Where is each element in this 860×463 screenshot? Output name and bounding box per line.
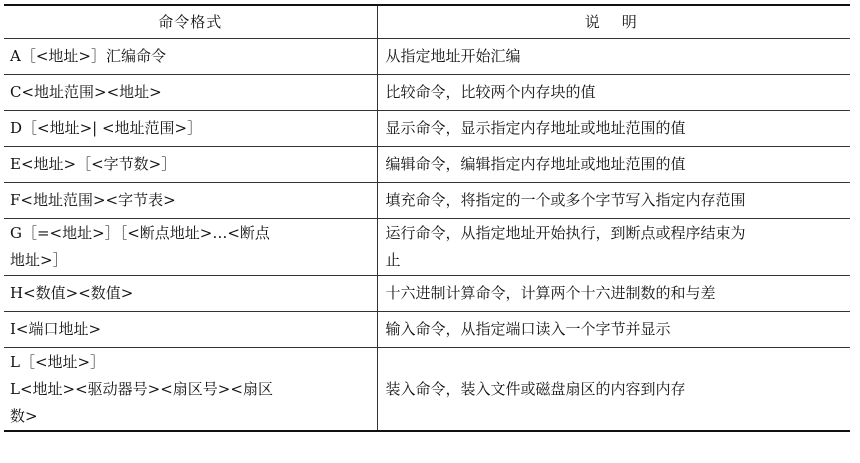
command-format-text: I<端口地址>	[10, 320, 102, 338]
description-cell	[377, 39, 850, 75]
description-text: 十六进制计算命令，计算两个十六进制数的和与差	[385, 284, 716, 302]
command-format-cell	[4, 111, 377, 147]
command-format-text: E<地址>［<字节数>］	[10, 155, 177, 173]
command-format-text: 数>	[10, 406, 38, 425]
description-text: 显示命令，显示指定内存地址或地址范围的值	[385, 119, 686, 137]
table-row	[4, 348, 850, 432]
table-row	[4, 183, 850, 219]
description-cell	[377, 276, 850, 312]
table-row	[4, 312, 850, 348]
table-row	[4, 147, 850, 183]
command-format-text: 地址>］	[10, 251, 68, 269]
description-cell	[377, 348, 850, 432]
table-row	[4, 276, 850, 312]
description-text: 填充命令，将指定的一个或多个字节写入指定内存范围	[385, 191, 746, 209]
command-format-text: H<数值><数值>	[10, 284, 134, 302]
header-command-format: 命令格式	[4, 5, 377, 39]
description-cell	[377, 312, 850, 348]
description-cell	[377, 111, 850, 147]
command-format-cell	[4, 276, 377, 312]
description-text: 编辑命令，编辑指定内存地址或地址范围的值	[385, 155, 686, 173]
table-row	[4, 39, 850, 75]
command-format-text: D［<地址>| <地址范围>］	[10, 119, 203, 137]
command-format-cell	[4, 348, 377, 432]
command-format-cell	[4, 183, 377, 219]
command-format-cell	[4, 75, 377, 111]
description-text: 止	[385, 251, 401, 269]
description-cell	[377, 147, 850, 183]
description-cell	[377, 75, 850, 111]
command-format-text: A［<地址>］汇编命令	[10, 47, 166, 65]
description-cell	[377, 183, 850, 219]
command-format-cell	[4, 219, 377, 276]
description-text: 从指定地址开始汇编	[385, 47, 521, 65]
table-row	[4, 111, 850, 147]
command-format-text: C<地址范围><地址>	[10, 83, 162, 101]
table-header	[4, 5, 850, 39]
description-cell	[377, 219, 850, 276]
description-text: 装入命令，装入文件或磁盘扇区的内容到内存	[385, 379, 686, 398]
command-format-text: L<地址><驱动器号><扇区号><扇区	[10, 379, 273, 398]
command-table	[4, 4, 850, 432]
command-format-text: L［<地址>］	[10, 352, 106, 371]
description-text: 比较命令，比较两个内存块的值	[385, 83, 596, 101]
table-row	[4, 219, 850, 276]
header-description: 说明	[584, 12, 659, 31]
command-format-cell	[4, 147, 377, 183]
command-format-cell	[4, 39, 377, 75]
table-row	[4, 75, 850, 111]
header-row	[4, 5, 850, 39]
description-text: 输入命令，从指定端口读入一个字节并显示	[385, 320, 671, 338]
description-text: 运行命令，从指定地址开始执行，到断点或程序结束为	[385, 224, 746, 242]
command-format-text: G［=<地址>］［<断点地址>…<断点	[10, 224, 270, 242]
command-format-text: F<地址范围><字节表>	[10, 191, 176, 209]
command-format-cell	[4, 312, 377, 348]
table-body	[4, 39, 850, 432]
